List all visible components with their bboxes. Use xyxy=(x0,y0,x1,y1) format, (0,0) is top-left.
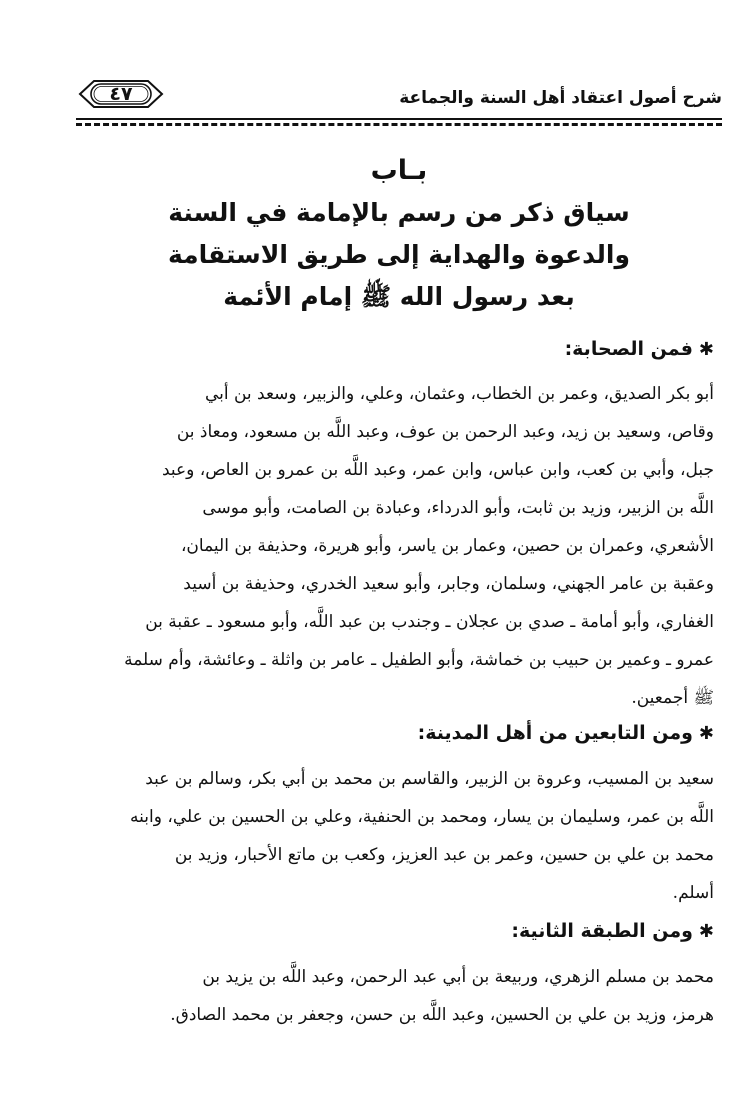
text-line: محمد بن علي بن حسين، وعمر بن عبد العزيز، وكعب بن ماتع الأحبار، وزيد بن xyxy=(174,845,714,865)
asterisk-icon: ✱ xyxy=(698,723,714,744)
asterisk-icon: ✱ xyxy=(698,339,714,360)
text-line: اللَّه بن الزبير، وزيد بن ثابت، وأبو الدرداء، وعبادة بن الصامت، وأبو موسى xyxy=(202,498,714,518)
page-header xyxy=(76,78,722,116)
text-line: هرمز، وزيد بن علي بن الحسين، وعبد اللَّه بن حسن، وجعفر بن محمد الصادق. xyxy=(170,1005,714,1025)
chapter-title-line: والدعوة والهداية إلى طريق الاستقامة xyxy=(167,240,631,269)
section-heading-text: فمن الصحابة: xyxy=(564,338,693,360)
text-line: محمد بن مسلم الزهري، وربيعة بن أبي عبد الرحمن، وعبد اللَّه بن يزيد بن xyxy=(202,967,714,987)
chapter-label: بـاب xyxy=(370,155,428,186)
text-line: عمرو ـ وعمير بن حبيب بن خماشة، وأبو الطفيل ـ عامر بن واثلة ـ وعائشة، وأم سلمة xyxy=(124,650,714,670)
paragraph-companions xyxy=(66,375,714,717)
chapter-title-line: سياق ذكر من رسم بالإمامة في السنة xyxy=(168,198,630,227)
header-dashed-rule xyxy=(76,123,722,126)
text-line: أسلم. xyxy=(672,883,714,903)
section-heading-companions xyxy=(565,338,714,360)
text-line: جبل، وأبي بن كعب، وابن عباس، وابن عمر، وعبد اللَّه بن عمرو بن العاص، وعبد xyxy=(161,460,714,480)
text-line: الغفاري، وأبو أمامة ـ صدي بن عجلان ـ وجندب بن عبد اللَّه، وأبو مسعود ـ عقبة بن xyxy=(145,612,714,632)
text-line: أبو بكر الصديق، وعمر بن الخطاب، وعثمان، وعلي، والزبير، وسعد بن أبي xyxy=(204,384,714,404)
section-heading-text: ومن التابعين من أهل المدينة: xyxy=(417,722,693,744)
page-number: ٤٧ xyxy=(109,83,133,105)
text-line: الأشعري، وعمران بن حصين، وعمار بن ياسر، وأبو هريرة، وحذيفة بن اليمان، xyxy=(180,536,714,556)
page-number-badge xyxy=(78,78,164,110)
text-line: وقاص، وسعيد بن زيد، وعبد الرحمن بن عوف، وعبد اللَّه بن مسعود، ومعاذ بن xyxy=(176,422,714,442)
text-line: ﷺ أجمعين. xyxy=(631,688,714,708)
section-heading-text: ومن الطبقة الثانية: xyxy=(511,920,693,942)
text-line: اللَّه بن عمر، وسليمان بن يسار، ومحمد بن الحنفية، وعلي بن الحسين بن علي، وابنه xyxy=(130,807,714,827)
running-title: شرح أصول اعتقاد أهل السنة والجماعة xyxy=(399,88,722,108)
section-heading-followers xyxy=(418,722,714,744)
text-line: وعقبة بن عامر الجهني، وسلمان، وجابر، وأبو سعيد الخدري، وحذيفة بن أسيد xyxy=(183,574,714,594)
chapter-title-line: بعد رسول الله ﷺ إمام الأئمة xyxy=(223,282,575,311)
chapter-heading xyxy=(76,150,722,318)
asterisk-icon: ✱ xyxy=(698,921,714,942)
text-line: سعيد بن المسيب، وعروة بن الزبير، والقاسم بن محمد بن أبي بكر، وسالم بن عبد xyxy=(145,769,714,789)
paragraph-followers xyxy=(66,760,714,912)
paragraph-second-generation xyxy=(66,958,714,1034)
header-rule xyxy=(76,118,722,120)
section-heading-second-generation xyxy=(511,920,714,942)
